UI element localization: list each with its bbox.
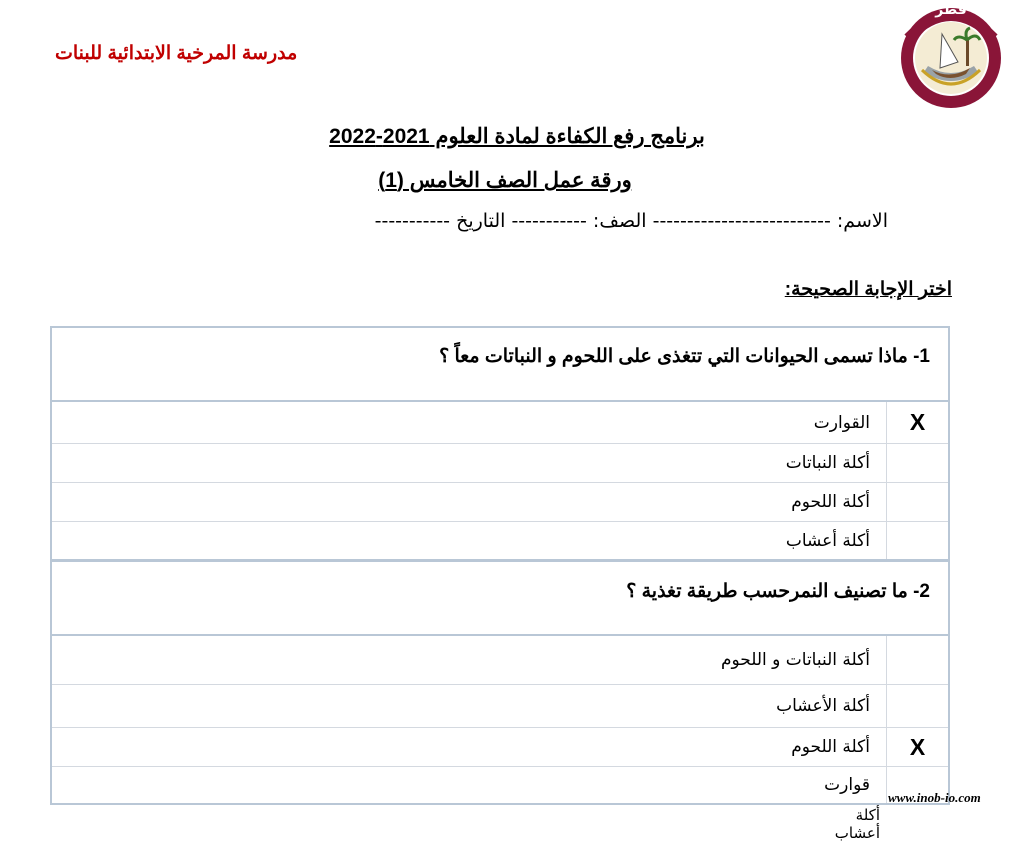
- answer-mark[interactable]: X: [886, 402, 948, 443]
- instruction-heading: اختر الإجابة الصحيحة:: [784, 279, 952, 300]
- date-label: التاريخ: [456, 210, 506, 232]
- option-text: أكلة النباتات: [785, 453, 870, 473]
- option-text: أكلة أعشاب: [785, 530, 870, 551]
- option-row[interactable]: [52, 685, 948, 728]
- option-text: أكلة الأعشاب: [776, 696, 870, 716]
- qatar-ministry-seal: [884, 0, 1018, 112]
- answer-mark[interactable]: [886, 483, 948, 521]
- option-row[interactable]: [52, 522, 948, 562]
- name-blank[interactable]: --------------------------: [652, 210, 831, 232]
- worksheet-title: ورقة عمل الصف الخامس (1): [378, 169, 632, 192]
- question-row: [52, 328, 948, 402]
- answer-mark[interactable]: [886, 685, 948, 727]
- question-row: [52, 562, 948, 636]
- answer-mark[interactable]: [886, 444, 948, 482]
- date-blank[interactable]: -----------: [374, 210, 451, 232]
- option-text: القوارت: [813, 412, 870, 433]
- class-blank[interactable]: -----------: [511, 210, 587, 232]
- class-label: الصف:: [592, 210, 647, 232]
- questions-table: [50, 326, 950, 805]
- option-row[interactable]: [52, 483, 948, 522]
- cut-off-option-text: أكلة أعشاب: [834, 806, 880, 842]
- option-row[interactable]: [52, 636, 948, 685]
- option-row[interactable]: [52, 728, 948, 767]
- option-row[interactable]: [52, 402, 948, 444]
- answer-mark[interactable]: [886, 636, 948, 684]
- question-text: 2- ما تصنيف النمرحسب طريقة تغذية ؟: [626, 581, 930, 602]
- program-title: برنامج رفع الكفاءة لمادة العلوم 2021-2022: [329, 125, 705, 148]
- option-text: أكلة النباتات و اللحوم: [720, 650, 870, 670]
- option-row[interactable]: [52, 767, 948, 803]
- option-text: أكلة اللحوم: [791, 737, 870, 757]
- student-info-line: [108, 210, 888, 232]
- site-watermark: www.inob-io.com: [888, 790, 981, 805]
- name-label: الاسم:: [836, 210, 888, 232]
- answer-mark[interactable]: [886, 522, 948, 559]
- answer-mark[interactable]: X: [886, 728, 948, 766]
- svg-text:قطر: قطر: [935, 2, 967, 18]
- question-text: 1- ماذا تسمى الحيوانات التي تتغذى على اللحوم و النباتات معاً ؟: [439, 346, 930, 367]
- option-row[interactable]: [52, 444, 948, 483]
- option-text: أكلة اللحوم: [791, 492, 870, 512]
- option-text: قوارت: [824, 775, 870, 795]
- seal-emblem-icon: [884, 0, 1018, 112]
- school-name: مدرسة المرخية الابتدائية للبنات: [55, 43, 298, 64]
